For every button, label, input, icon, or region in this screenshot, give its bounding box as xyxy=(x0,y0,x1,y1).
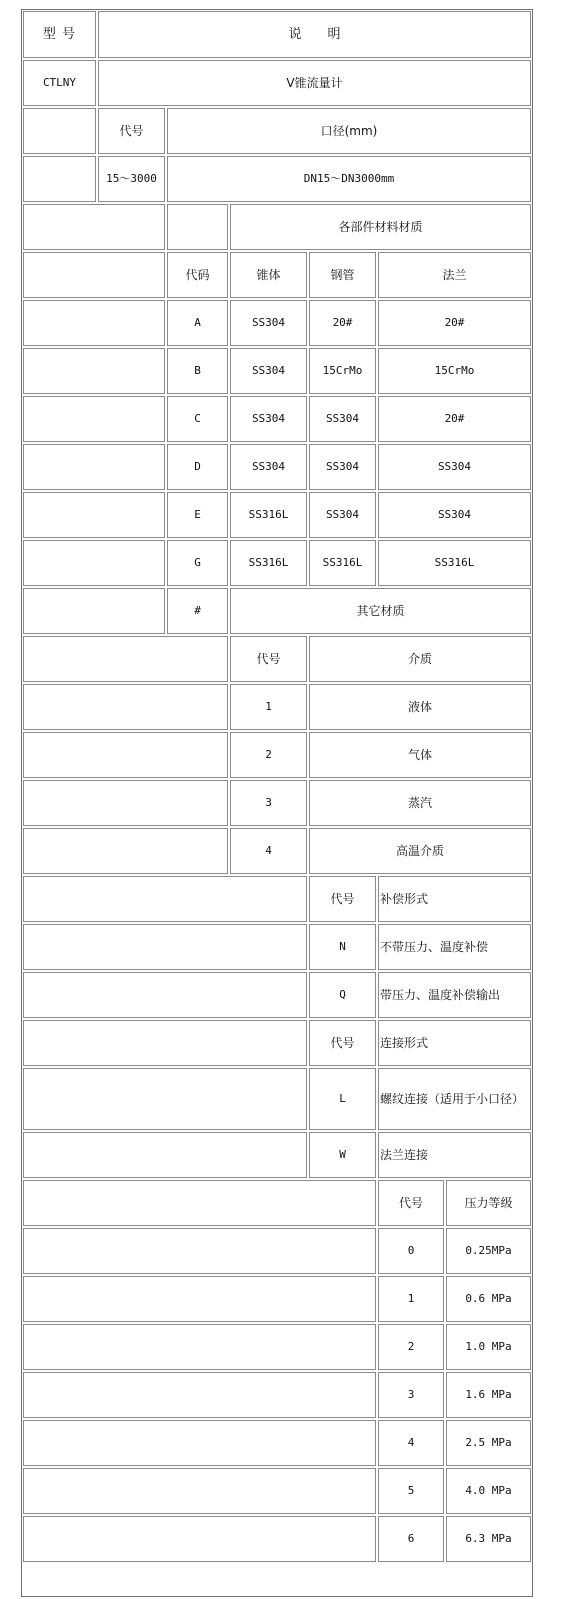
pressure-value: 6.3 MPa xyxy=(446,1516,531,1562)
pressure-code: 1 xyxy=(378,1276,444,1322)
pressure-code: 3 xyxy=(378,1372,444,1418)
empty-cell xyxy=(23,780,228,826)
empty-cell xyxy=(23,1324,376,1370)
compensation-code: Q xyxy=(309,972,376,1018)
compensation-code-header: 代号 xyxy=(309,876,376,922)
empty-cell xyxy=(23,828,228,874)
empty-cell xyxy=(23,1068,307,1130)
material-code: A xyxy=(167,300,228,346)
material-code: E xyxy=(167,492,228,538)
empty-cell xyxy=(23,924,307,970)
empty-cell xyxy=(23,1180,376,1226)
materials-title: 各部件材料材质 xyxy=(230,204,531,250)
empty-cell xyxy=(23,300,165,346)
empty-cell xyxy=(23,444,165,490)
material-other-label: 其它材质 xyxy=(230,588,531,634)
size-title: 口径(mm) xyxy=(167,108,531,154)
connection-code: W xyxy=(309,1132,376,1178)
material-pipe: SS304 xyxy=(309,396,376,442)
material-other-code: # xyxy=(167,588,228,634)
connection-name: 螺纹连接（适用于小口径） xyxy=(378,1068,531,1130)
medium-name: 蒸汽 xyxy=(309,780,531,826)
compensation-code: N xyxy=(309,924,376,970)
empty-cell xyxy=(23,876,307,922)
medium-code: 2 xyxy=(230,732,307,778)
pressure-code-header: 代号 xyxy=(378,1180,444,1226)
material-cone: SS304 xyxy=(230,444,307,490)
empty-cell xyxy=(23,636,228,682)
pressure-code: 6 xyxy=(378,1516,444,1562)
material-pipe: SS316L xyxy=(309,540,376,586)
empty-cell xyxy=(23,156,96,202)
material-flange: SS316L xyxy=(378,540,531,586)
empty-cell xyxy=(23,588,165,634)
compensation-name: 带压力、温度补偿输出 xyxy=(378,972,531,1018)
materials-flange-header: 法兰 xyxy=(378,252,531,298)
pressure-value: 1.6 MPa xyxy=(446,1372,531,1418)
compensation-name: 不带压力、温度补偿 xyxy=(378,924,531,970)
materials-pipe-header: 钢管 xyxy=(309,252,376,298)
pressure-name-header: 压力等级 xyxy=(446,1180,531,1226)
material-cone: SS304 xyxy=(230,300,307,346)
empty-cell xyxy=(23,1372,376,1418)
product-name: V锥流量计 xyxy=(98,60,531,106)
medium-code-header: 代号 xyxy=(230,636,307,682)
empty-cell xyxy=(23,972,307,1018)
material-code: D xyxy=(167,444,228,490)
medium-code: 3 xyxy=(230,780,307,826)
empty-cell xyxy=(23,108,96,154)
empty-cell xyxy=(23,348,165,394)
empty-cell xyxy=(23,396,165,442)
model-header: 型 号 xyxy=(23,11,96,58)
material-pipe: 20# xyxy=(309,300,376,346)
pressure-value: 2.5 MPa xyxy=(446,1420,531,1466)
material-flange: 15CrMo xyxy=(378,348,531,394)
size-range: DN15～DN3000mm xyxy=(167,156,531,202)
connection-name: 法兰连接 xyxy=(378,1132,531,1178)
product-code: CTLNY xyxy=(23,60,96,106)
size-code-value: 15～3000 xyxy=(98,156,165,202)
empty-cell xyxy=(23,540,165,586)
empty-cell xyxy=(23,1020,307,1066)
material-pipe: SS304 xyxy=(309,492,376,538)
empty-cell xyxy=(23,732,228,778)
empty-cell xyxy=(167,204,228,250)
pressure-value: 0.25MPa xyxy=(446,1228,531,1274)
pressure-value: 1.0 MPa xyxy=(446,1324,531,1370)
medium-code: 4 xyxy=(230,828,307,874)
material-cone: SS304 xyxy=(230,348,307,394)
empty-cell xyxy=(23,204,165,250)
material-pipe: 15CrMo xyxy=(309,348,376,394)
medium-code: 1 xyxy=(230,684,307,730)
compensation-name-header: 补偿形式 xyxy=(378,876,531,922)
empty-cell xyxy=(23,1468,376,1514)
empty-cell xyxy=(23,252,165,298)
pressure-code: 2 xyxy=(378,1324,444,1370)
pressure-value: 4.0 MPa xyxy=(446,1468,531,1514)
material-flange: 20# xyxy=(378,300,531,346)
materials-cone-header: 锥体 xyxy=(230,252,307,298)
empty-cell xyxy=(23,1420,376,1466)
empty-cell xyxy=(23,1228,376,1274)
material-flange: 20# xyxy=(378,396,531,442)
medium-name: 高温介质 xyxy=(309,828,531,874)
pressure-code: 0 xyxy=(378,1228,444,1274)
material-code: C xyxy=(167,396,228,442)
empty-cell xyxy=(23,1132,307,1178)
material-flange: SS304 xyxy=(378,492,531,538)
empty-cell xyxy=(23,684,228,730)
empty-cell xyxy=(23,1516,376,1562)
materials-code-header: 代码 xyxy=(167,252,228,298)
medium-name: 液体 xyxy=(309,684,531,730)
medium-name: 气体 xyxy=(309,732,531,778)
material-code: B xyxy=(167,348,228,394)
material-code: G xyxy=(167,540,228,586)
pressure-value: 0.6 MPa xyxy=(446,1276,531,1322)
connection-code-header: 代号 xyxy=(309,1020,376,1066)
material-flange: SS304 xyxy=(378,444,531,490)
material-cone: SS304 xyxy=(230,396,307,442)
connection-code: L xyxy=(309,1068,376,1130)
empty-cell xyxy=(23,1276,376,1322)
pressure-code: 4 xyxy=(378,1420,444,1466)
material-cone: SS316L xyxy=(230,492,307,538)
size-code-header: 代号 xyxy=(98,108,165,154)
material-cone: SS316L xyxy=(230,540,307,586)
material-pipe: SS304 xyxy=(309,444,376,490)
empty-cell xyxy=(23,492,165,538)
medium-name-header: 介质 xyxy=(309,636,531,682)
connection-name-header: 连接形式 xyxy=(378,1020,531,1066)
pressure-code: 5 xyxy=(378,1468,444,1514)
description-header: 说 明 xyxy=(98,11,531,58)
